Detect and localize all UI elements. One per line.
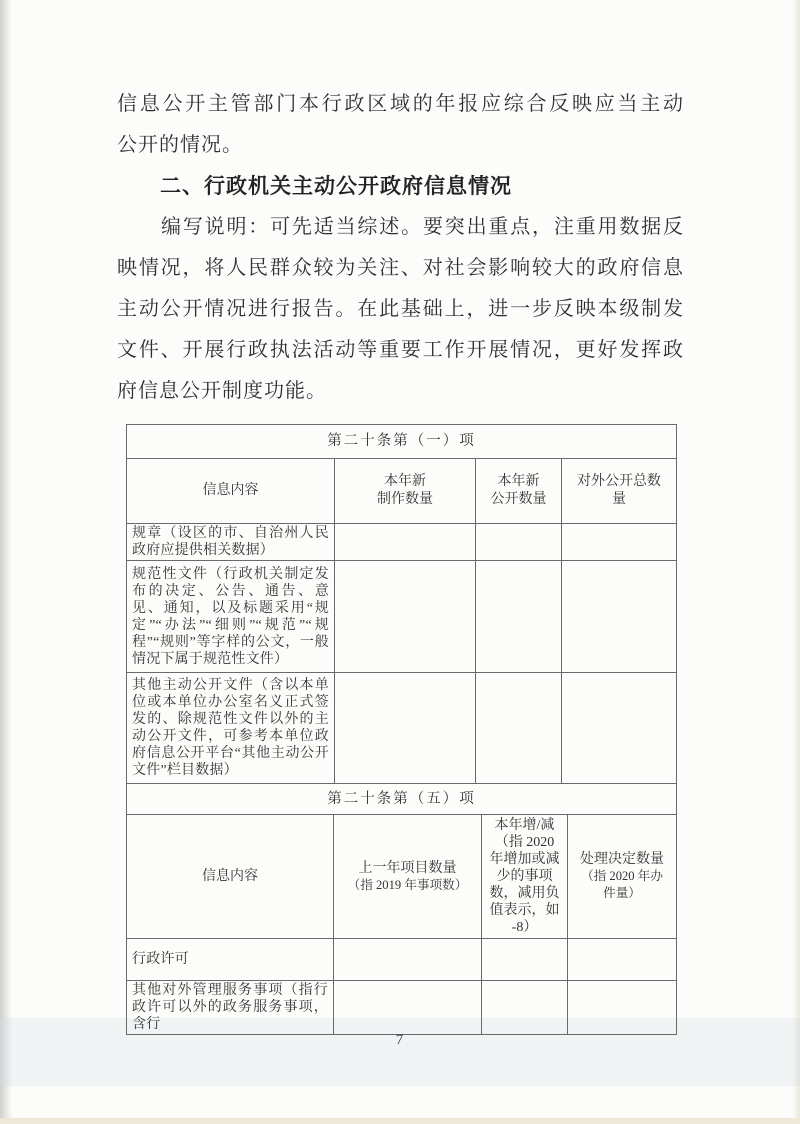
data-cell-empty [335,673,476,784]
table-header-row [127,815,677,939]
header-line: 上一年项目数量 [358,860,457,876]
table-article20-item1 [126,424,677,784]
table-section1-title: 第二十条第（一）项 [127,425,677,459]
paragraph-line: 府信息公开制度功能。 [117,380,327,402]
row-label-normative-documents: 规范性文件（行政机关制定发布的决定、公告、通告、意见、通知，以及标题采用“规定”“办法”“细则”“规范”“规程”“规则”等字样的公文，一般情况下属于规范性文件） [127,561,335,673]
data-cell-empty [476,524,562,561]
column-header-previous-year-items [334,815,482,939]
column-header-new-published [476,459,562,524]
section-heading: 二、行政机关主动公开政府信息情况 [160,175,512,198]
header-line: 本年新 [497,474,540,489]
paragraph-line: 公开的情况。 [117,134,243,156]
data-cell-empty [562,524,677,561]
page-number: 7 [395,1032,405,1048]
scan-edge-bottom [0,1118,800,1124]
header-line: 少的事项 [496,869,553,884]
paragraph-line: 映情况，将人民群众较为关注、对社会影响较大的政府信息 [117,257,684,279]
data-cell-empty [334,981,482,1035]
data-cell-empty [476,673,562,784]
table-row [127,981,677,1035]
report-table [126,424,677,1035]
paragraph-line: 文件、开展行政执法活动等重要工作开展情况，更好发挥政 [117,339,684,361]
header-line: -8） [511,920,538,935]
header-line: 公开数量 [490,492,547,507]
header-line: 信息内容 [202,869,258,884]
table-row [127,561,677,673]
paragraph-line: 信息公开主管部门本行政区域的年报应综合反映应当主动 [117,93,684,115]
scan-edge-left [0,0,12,1124]
table-row [127,524,677,561]
row-label-other-services: 其他对外管理服务事项（指行政许可以外的政务服务事项，含行 [127,981,334,1035]
header-line: （指 2019 年事项数） [347,877,468,892]
column-header-decisions-count [568,815,677,939]
table-article20-item5 [126,783,677,1035]
header-line: 量 [612,492,626,507]
body-text [117,84,684,412]
header-line: 处理决定数量 [580,852,664,867]
header-line: （指 2020 年办 [581,869,663,883]
header-line: 数，减用负 [489,886,560,901]
header-line: 值表示，如 [489,903,560,918]
header-line: 制作数量 [377,492,433,507]
paragraph-line: 主动公开情况进行报告。在此基础上，进一步反映本级制发 [117,298,684,320]
header-line: 对外公开总数 [577,474,661,489]
table-row [127,673,677,784]
header-line: 件量） [603,886,641,900]
data-cell-empty [568,981,677,1035]
data-cell-empty [334,939,482,981]
row-label-administrative-license: 行政许可 [127,939,334,981]
column-header-info-content [127,459,335,524]
column-header-yearly-change [482,815,568,939]
paragraph-line: 编写说明：可先适当综述。要突出重点，注重用数据反 [161,216,684,238]
row-label-regulations: 规章（设区的市、自治州人民政府应提供相关数据） [127,524,335,561]
header-line: 年增加或减 [489,852,560,867]
data-cell-empty [476,561,562,673]
header-line: （指 2020 [494,835,555,850]
header-line: 信息内容 [202,483,259,498]
table-header-row [127,459,677,524]
data-cell-empty [482,981,568,1035]
scan-edge-right [792,0,800,1124]
column-header-total-public [562,459,677,524]
data-cell-empty [335,524,476,561]
header-line: 本年新 [384,474,426,489]
data-cell-empty [482,939,568,981]
data-cell-empty [562,673,677,784]
data-cell-empty [562,561,677,673]
data-cell-empty [335,561,476,673]
header-line: 本年增/减 [494,818,555,833]
table-section2-title: 第二十条第（五）项 [127,784,677,815]
data-cell-empty [568,939,677,981]
table-row [127,939,677,981]
column-header-info-content [127,815,334,939]
row-label-other-documents: 其他主动公开文件（含以本单位或本单位办公室名义正式签发的、除规范性文件以外的主动公开文件，可参考本单位政府信息公开平台“其他主动公开文件”栏目数据） [127,673,335,784]
column-header-new-produced [335,459,476,524]
